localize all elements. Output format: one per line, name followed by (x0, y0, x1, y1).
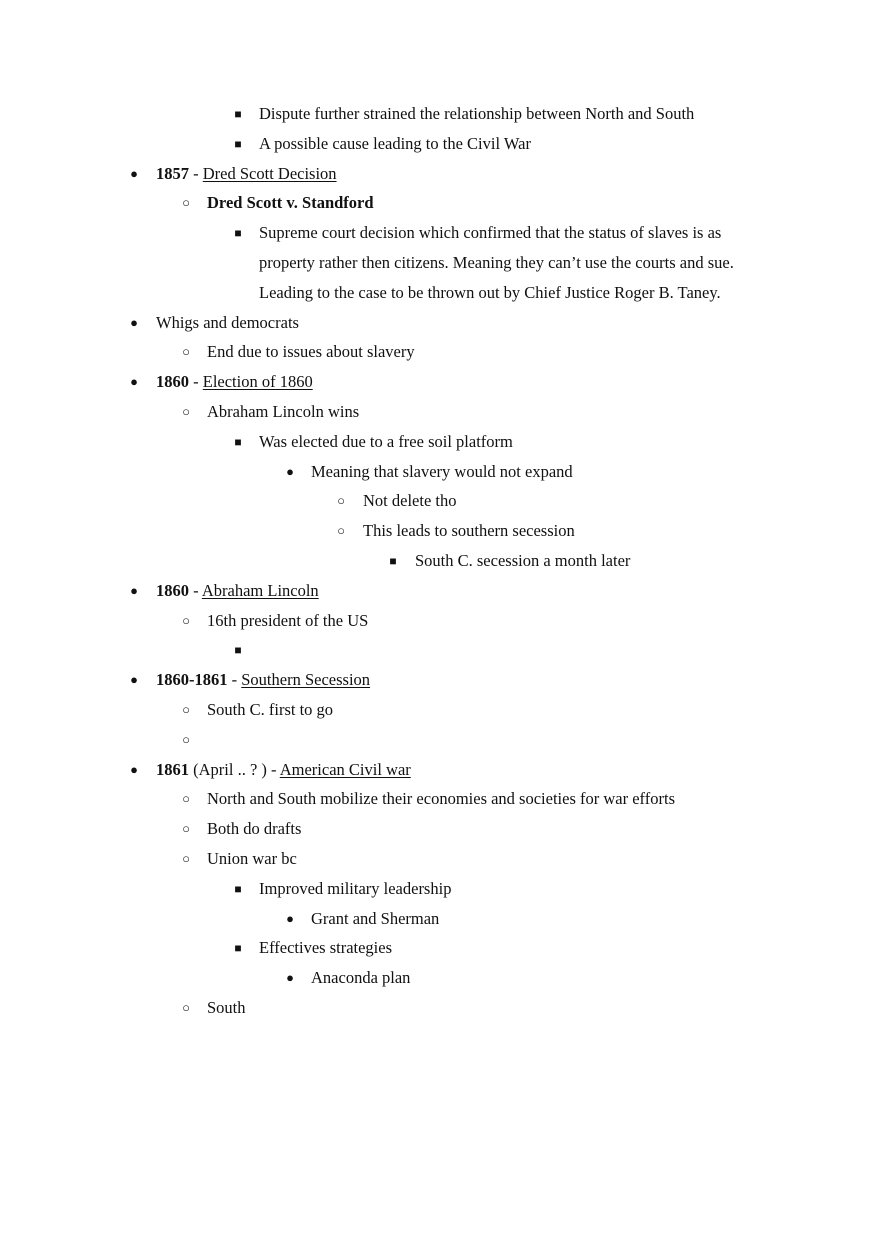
list-item-text (156, 367, 313, 397)
disc-bullet-icon: ● (130, 582, 138, 598)
list-item-text (259, 933, 392, 963)
square-bullet-icon: ■ (234, 643, 242, 658)
list-item-text (259, 874, 451, 904)
text-segment: North and South mobilize their economies and societies for war efforts (207, 789, 675, 809)
list-item-text (156, 665, 370, 695)
square-bullet-icon: ■ (234, 107, 242, 121)
text-segment: Effectives strategies (259, 938, 393, 958)
list-item-text (311, 457, 573, 487)
bold-label: 1860 (156, 372, 189, 392)
text-segment: South C. secession a month later (415, 551, 631, 570)
text-segment: - (189, 372, 203, 392)
topic-link: American Civil war (279, 759, 411, 779)
list-item-text (259, 129, 531, 159)
text-segment: Was elected due to a free soil platform (259, 431, 513, 451)
text-segment: Abraham Lincoln wins (207, 402, 360, 421)
text-segment: Supreme court decision which confirmed that the status of slaves is as (259, 223, 722, 243)
disc-bullet-icon: ● (130, 672, 138, 688)
square-bullet-icon: ■ (389, 554, 397, 568)
topic-link: Abraham Lincoln (201, 580, 319, 600)
square-bullet-icon: ■ (234, 941, 242, 956)
list-item-text (207, 814, 301, 844)
circle-bullet-icon: ○ (182, 1000, 190, 1015)
circle-bullet-icon: ○ (182, 612, 190, 628)
disc-bullet-icon: ● (130, 314, 138, 330)
circle-bullet-icon: ○ (182, 702, 190, 717)
text-segment: - (189, 163, 203, 183)
disc-bullet-icon: ● (286, 970, 294, 986)
text-segment: Leading to the case to be thrown out by Chief Justice Roger B. Taney. (259, 282, 721, 302)
topic-link: Election of 1860 (202, 372, 313, 392)
text-segment: Dispute further strained the relationship between North and South (259, 104, 695, 123)
bold-label: 1861 (156, 759, 189, 779)
bold-label: Dred Scott v. Standford (207, 193, 374, 213)
circle-bullet-icon: ○ (182, 851, 190, 866)
text-segment: Whigs and democrats (156, 312, 299, 332)
list-item-text (156, 159, 337, 189)
list-item-text (207, 397, 359, 427)
text-segment: Meaning that slavery would not expand (311, 461, 573, 481)
list-item-text (207, 993, 246, 1023)
text-segment: End due to issues about slavery (207, 342, 415, 362)
square-bullet-icon: ■ (234, 226, 242, 241)
text-segment: South (207, 998, 246, 1017)
list-item-text (207, 188, 374, 218)
circle-bullet-icon: ○ (337, 523, 345, 539)
circle-bullet-icon: ○ (182, 404, 190, 419)
list-item-text (156, 755, 411, 785)
text-segment: This leads to southern secession (363, 521, 575, 541)
circle-bullet-icon: ○ (182, 791, 190, 807)
list-item-text (156, 308, 299, 338)
text-segment: Both do drafts (207, 819, 302, 839)
topic-link: Dred Scott Decision (202, 163, 337, 183)
list-item-text (259, 248, 734, 278)
square-bullet-icon: ■ (234, 881, 242, 896)
list-item-text (207, 695, 333, 725)
list-item-text (363, 516, 575, 546)
list-item-text (259, 218, 721, 248)
circle-bullet-icon: ○ (337, 493, 345, 509)
text-segment: Not delete tho (363, 491, 457, 511)
disc-bullet-icon: ● (130, 761, 138, 777)
text-segment: - (189, 580, 202, 600)
list-item-text (259, 427, 513, 457)
list-item-text (259, 99, 694, 129)
text-segment: A possible cause leading to the Civil War (259, 133, 531, 153)
disc-bullet-icon: ● (130, 374, 138, 390)
circle-bullet-icon: ○ (182, 344, 190, 360)
circle-bullet-icon: ○ (182, 821, 190, 837)
square-bullet-icon: ■ (234, 136, 242, 151)
list-item-text (207, 337, 415, 367)
text-segment: Improved military leadership (259, 878, 452, 898)
square-bullet-icon: ■ (234, 434, 242, 449)
text-segment: Anaconda plan (311, 968, 411, 988)
disc-bullet-icon: ● (286, 910, 294, 926)
bold-label: 1857 (156, 163, 189, 183)
text-segment: - (227, 670, 242, 690)
list-item-text (363, 486, 456, 516)
list-item-text (207, 844, 297, 874)
circle-bullet-icon: ○ (182, 731, 190, 747)
topic-link: Southern Secession (241, 670, 371, 690)
list-item-text (156, 576, 319, 606)
disc-bullet-icon: ● (130, 165, 138, 181)
list-item-text (259, 278, 721, 308)
list-item-text (207, 606, 368, 636)
text-segment: property rather then citizens. Meaning they can’t use the courts and sue. (259, 253, 734, 272)
list-item-text (311, 963, 410, 993)
text-segment: (April .. ? ) - (189, 759, 280, 779)
circle-bullet-icon: ○ (182, 195, 190, 211)
bold-label: 1860-1861 (156, 670, 228, 690)
text-segment: 16th president of the US (207, 610, 369, 630)
text-segment: Grant and Sherman (311, 908, 440, 928)
disc-bullet-icon: ● (286, 463, 294, 479)
list-item-text (207, 784, 675, 814)
text-segment: Union war bc (207, 849, 297, 868)
list-item-text (311, 904, 439, 934)
bold-label: 1860 (156, 580, 189, 600)
list-item-text (415, 546, 630, 576)
text-segment: South C. first to go (207, 700, 334, 719)
